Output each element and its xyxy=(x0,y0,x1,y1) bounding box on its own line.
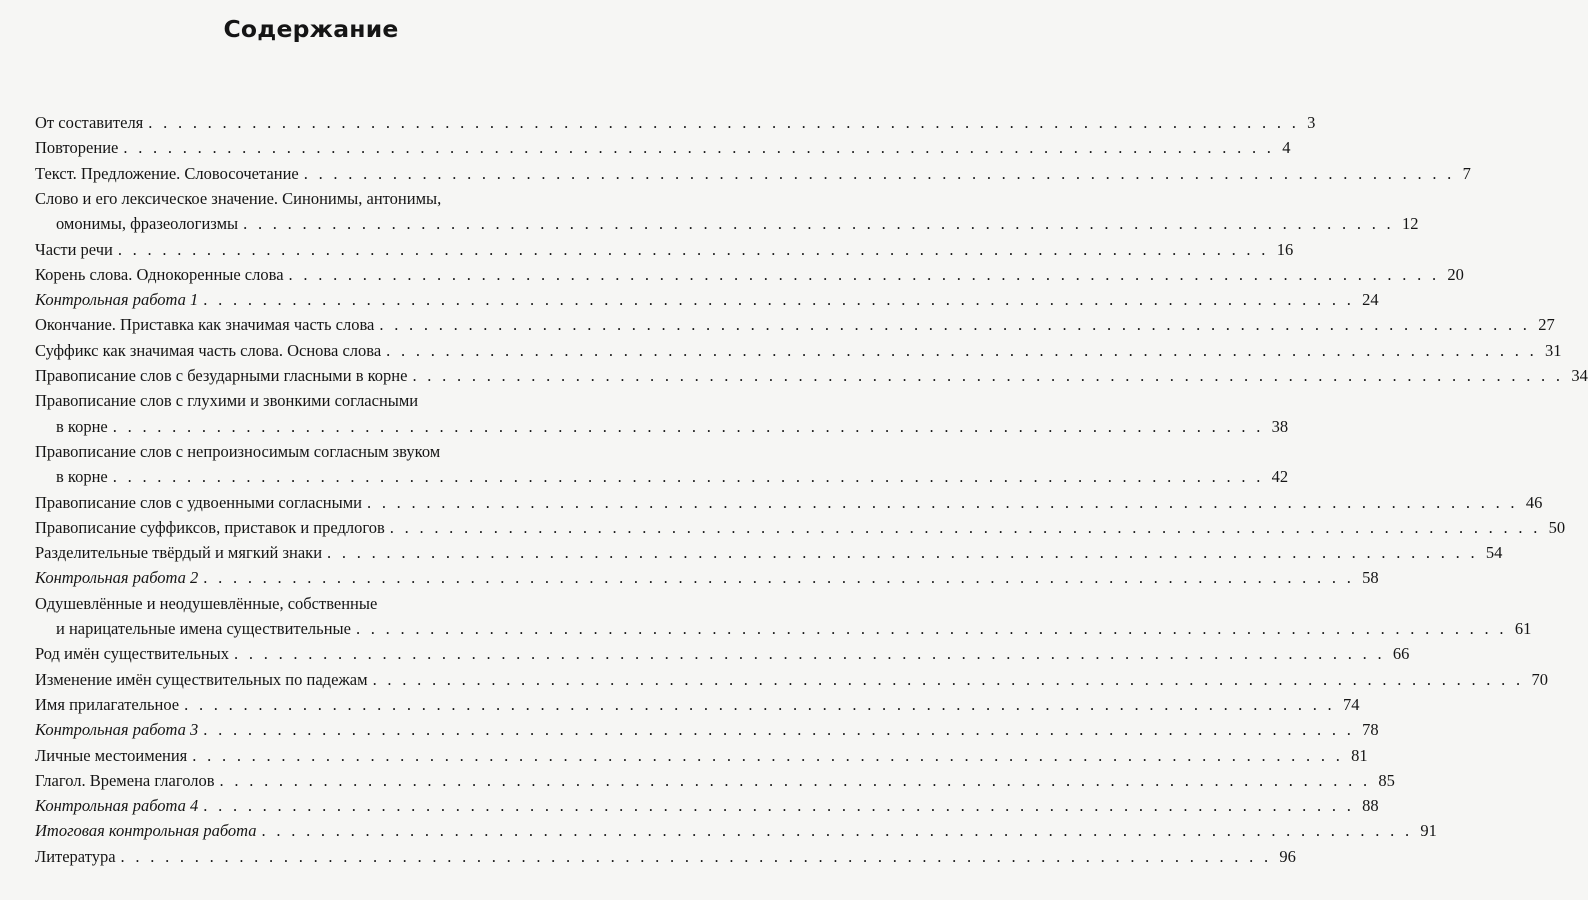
dot-leader: . . . . . . . . . . . . . . . . . . . . . . . . . . . . . . . . . . . . . . . . . . . . . . . . . . . . . . . . . . . . . . . . . . . . . . . . . . . . . . xyxy=(219,770,1371,790)
toc-entry-text: Корень слова. Однокоренные слова xyxy=(35,264,284,284)
dot-leader: . . . . . . . . . . . . . . . . . . . . . . . . . . . . . . . . . . . . . . . . . . . . . . . . . . . . . . . . . . . . . . . . . . . . . . . . . . . . . . xyxy=(203,568,1355,588)
toc-page-number: 61 xyxy=(1514,619,1532,638)
toc-entry-text: Одушевлённые и неодушевлённые, собственные xyxy=(35,593,378,613)
toc-line xyxy=(35,821,1437,841)
toc-entry-text: Правописание слов с безударными гласными в корне xyxy=(35,366,408,385)
toc-line xyxy=(56,214,1419,234)
dot-leader: . . . . . . . . . . . . . . . . . . . . . . . . . . . . . . . . . . . . . . . . . . . . . . . . . . . . . . . . . . . . . . . . . . . . . . . . . . . . . . xyxy=(112,416,1264,436)
toc-entry-text: Имя прилагательное xyxy=(35,694,180,714)
toc-line xyxy=(35,264,1464,285)
toc-line xyxy=(35,340,1562,361)
toc-page-number: 42 xyxy=(1271,467,1289,487)
toc-entry-text: Контрольная работа 4 xyxy=(35,796,199,816)
toc-page-number: 24 xyxy=(1362,290,1379,310)
toc-page-number: 46 xyxy=(1525,492,1543,512)
dot-leader: . . . . . . . . . . . . . . . . . . . . . . . . . . . . . . . . . . . . . . . . . . . . . . . . . . . . . . . . . . . . . . . . . . . . . . . . . . . . . . xyxy=(123,138,1275,158)
toc-entry-text: Личные местоимения xyxy=(35,745,188,765)
toc-line xyxy=(35,315,1555,335)
toc-page-number: 4 xyxy=(1282,138,1291,158)
toc-entry-text: Текст. Предложение. Словосочетание xyxy=(35,163,299,183)
toc-page-number: 20 xyxy=(1447,264,1464,284)
toc-entry-text: Контрольная работа 3 xyxy=(35,720,199,740)
dot-leader: . . . . . . . . . . . . . . . . . . . . . . . . . . . . . . . . . . . . . . . . . . . . . . . . . . . . . . . . . . . . . . . . . . . . . . . . . . . . . . xyxy=(112,467,1264,487)
dot-leader: . . . . . . . . . . . . . . . . . . . . . . . . . . . . . . . . . . . . . . . . . . . . . . . . . . . . . . . . . . . . . . . . . . . . . . . . . . . . . . xyxy=(184,694,1335,714)
dot-leader: . . . . . . . . . . . . . . . . . . . . . . . . . . . . . . . . . . . . . . . . . . . . . . . . . . . . . . . . . . . . . . . . . . . . . . . . . . . . . . xyxy=(372,669,1524,689)
toc-entry-text: Литература xyxy=(35,846,116,866)
toc-entry-text: Род имён существительных xyxy=(35,644,230,664)
toc-line xyxy=(35,644,1410,664)
toc-page-number: 31 xyxy=(1545,340,1562,360)
toc-entry-text: Повторение xyxy=(35,138,119,158)
toc-line xyxy=(35,770,1395,791)
toc-line xyxy=(35,391,597,411)
toc-page-number: 12 xyxy=(1401,214,1419,234)
toc-line xyxy=(35,720,1379,740)
toc-line xyxy=(35,442,597,462)
toc-entry-text: омонимы, фразеологизмы xyxy=(56,214,239,234)
toc-entry-text: Глагол. Времена глаголов xyxy=(35,770,215,790)
toc-page-number: 96 xyxy=(1279,846,1296,866)
toc-page-number: 38 xyxy=(1271,416,1289,436)
dot-leader: . . . . . . . . . . . . . . . . . . . . . . . . . . . . . . . . . . . . . . . . . . . . . . . . . . . . . . . . . . . . . . . . . . . . . . . . . . . . . . xyxy=(120,846,1272,866)
toc-page-number: 34 xyxy=(1571,366,1588,385)
toc-entry-text: От составителя xyxy=(35,113,144,132)
toc-entry-text: Итоговая контрольная работа xyxy=(35,821,257,841)
toc-line xyxy=(56,416,1289,437)
toc-entry-text: Контрольная работа 1 xyxy=(35,290,199,310)
toc-line xyxy=(35,290,1379,310)
toc-entry-text: в корне xyxy=(56,416,108,436)
toc-entry-text: Контрольная работа 2 xyxy=(35,568,199,588)
toc-page-number: 3 xyxy=(1307,113,1316,132)
dot-leader: . . . . . . . . . . . . . . . . . . . . . . . . . . . . . . . . . . . . . . . . . . . . . . . . . . . . . . . . . . . . . . . . . . . . . . . . . . . . . . xyxy=(261,821,1413,841)
dot-leader: . . . . . . . . . . . . . . . . . . . . . . . . . . . . . . . . . . . . . . . . . . . . . . . . . . . . . . . . . . . . . . . . . . . . . . . . . . . . . . xyxy=(148,113,1300,132)
toc-entry-text: Слово и его лексическое значение. Синонимы, антонимы, xyxy=(35,188,442,208)
dot-leader: . . . . . . . . . . . . . . . . . . . . . . . . . . . . . . . . . . . . . . . . . . . . . . . . . . . . . . . . . . . . . . . . . . . . . . . . . . . . . . xyxy=(379,315,1531,335)
toc-entry-text: и нарицательные имена существительные xyxy=(56,619,351,638)
toc-line xyxy=(56,467,1289,487)
toc-line xyxy=(35,543,1503,563)
dot-leader: . . . . . . . . . . . . . . . . . . . . . . . . . . . . . . . . . . . . . . . . . . . . . . . . . . . . . . . . . . . . . . . . . . . . . . . . . . . . . . xyxy=(117,239,1269,259)
toc-line xyxy=(35,669,1548,690)
dot-leader: . . . . . . . . . . . . . . . . . . . . . . . . . . . . . . . . . . . . . . . . . . . . . . . . . . . . . . . . . . . . . . . . . . . . . . . . . . . . . . xyxy=(366,492,1518,512)
toc-page-number: 88 xyxy=(1362,796,1379,816)
toc-page-number: 58 xyxy=(1362,568,1379,588)
toc-line xyxy=(35,163,1471,184)
dot-leader: . . . . . . . . . . . . . . . . . . . . . . . . . . . . . . . . . . . . . . . . . . . . . . . . . . . . . . . . . . . . . . . . . . . . . . . . . . . . . . xyxy=(412,366,1564,385)
toc-line xyxy=(35,796,1379,816)
toc-line xyxy=(35,745,1368,766)
dot-leader: . . . . . . . . . . . . . . . . . . . . . . . . . . . . . . . . . . . . . . . . . . . . . . . . . . . . . . . . . . . . . . . . . . . . . . . . . . . . . . xyxy=(234,644,1385,664)
toc-page-number: 50 xyxy=(1548,517,1566,537)
toc-page-number: 70 xyxy=(1531,669,1548,689)
dot-leader: . . . . . . . . . . . . . . . . . . . . . . . . . . . . . . . . . . . . . . . . . . . . . . . . . . . . . . . . . . . . . . . . . . . . . . . . . . . . . . xyxy=(203,290,1355,310)
dot-leader: . . . . . . . . . . . . . . . . . . . . . . . . . . . . . . . . . . . . . . . . . . . . . . . . . . . . . . . . . . . . . . . . . . . . . . . . . . . . . . xyxy=(355,619,1507,638)
toc-line xyxy=(35,239,1294,260)
dot-leader: . . . . . . . . . . . . . . . . . . . . . . . . . . . . . . . . . . . . . . . . . . . . . . . . . . . . . . . . . . . . . . . . . . . . . . . . . . . . . . xyxy=(303,163,1455,183)
dot-leader: . . . . . . . . . . . . . . . . . . . . . . . . . . . . . . . . . . . . . . . . . . . . . . . . . . . . . . . . . . . . . . . . . . . . . . . . . . . . . . xyxy=(203,796,1355,816)
toc-page-number: 74 xyxy=(1342,694,1360,714)
toc-line xyxy=(35,138,1291,158)
toc-page-number: 81 xyxy=(1351,745,1368,765)
toc-line xyxy=(35,846,1296,867)
toc-entry-text: в корне xyxy=(56,467,108,487)
toc-page-number: 54 xyxy=(1485,543,1503,563)
dot-leader: . . . . . . . . . . . . . . . . . . . . . . . . . . . . . . . . . . . . . . . . . . . . . . . . . . . . . . . . . . . . . . . . . . . . . . . . . . . . . . xyxy=(192,745,1344,765)
toc-line xyxy=(56,619,1532,639)
dot-leader: . . . . . . . . . . . . . . . . . . . . . . . . . . . . . . . . . . . . . . . . . . . . . . . . . . . . . . . . . . . . . . . . . . . . . . . . . . . . . . xyxy=(327,543,1478,563)
page-title: Содержание xyxy=(223,15,399,43)
toc-page-number: 66 xyxy=(1392,644,1410,664)
toc-entry-text: Части речи xyxy=(35,239,113,259)
toc-line xyxy=(35,568,1379,588)
toc-line xyxy=(35,594,597,614)
toc-page-number: 85 xyxy=(1378,770,1395,790)
toc-line xyxy=(35,189,597,209)
toc-page-number: 91 xyxy=(1420,821,1437,841)
toc-entry-text: Суффикс как значимая часть слова. Основа слова xyxy=(35,340,382,360)
toc-entry-text: Изменение имён существительных по падежам xyxy=(35,669,368,689)
toc-entry-text: Правописание слов с глухими и звонкими согласными xyxy=(35,391,419,411)
toc-entry-text: Окончание. Приставка как значимая часть слова xyxy=(35,315,375,335)
toc-entry-text: Правописание суффиксов, приставок и предлогов xyxy=(35,517,385,537)
toc-line xyxy=(35,517,1566,538)
toc-entry-text: Правописание слов с удвоенными согласными xyxy=(35,492,362,512)
toc-line xyxy=(35,694,1360,715)
dot-leader: . . . . . . . . . . . . . . . . . . . . . . . . . . . . . . . . . . . . . . . . . . . . . . . . . . . . . . . . . . . . . . . . . . . . . . . . . . . . . . xyxy=(203,720,1355,740)
dot-leader: . . . . . . . . . . . . . . . . . . . . . . . . . . . . . . . . . . . . . . . . . . . . . . . . . . . . . . . . . . . . . . . . . . . . . . . . . . . . . . xyxy=(288,264,1440,284)
toc-entry-text: Разделительные твёрдый и мягкий знаки xyxy=(35,543,323,563)
toc-entry-text: Правописание слов с непроизносимым согласным звуком xyxy=(35,441,441,461)
toc-line xyxy=(35,492,1543,513)
toc-page-number: 7 xyxy=(1462,163,1471,183)
toc-page-number: 27 xyxy=(1538,315,1555,335)
toc-line xyxy=(35,113,1316,133)
dot-leader: . . . . . . . . . . . . . . . . . . . . . . . . . . . . . . . . . . . . . . . . . . . . . . . . . . . . . . . . . . . . . . . . . . . . . . . . . . . . . . xyxy=(243,214,1394,234)
toc-page-number: 16 xyxy=(1276,239,1294,259)
dot-leader: . . . . . . . . . . . . . . . . . . . . . . . . . . . . . . . . . . . . . . . . . . . . . . . . . . . . . . . . . . . . . . . . . . . . . . . . . . . . . . xyxy=(386,340,1538,360)
toc-page-number: 78 xyxy=(1362,720,1379,740)
toc-line xyxy=(35,366,1588,386)
dot-leader: . . . . . . . . . . . . . . . . . . . . . . . . . . . . . . . . . . . . . . . . . . . . . . . . . . . . . . . . . . . . . . . . . . . . . . . . . . . . . . xyxy=(389,517,1541,537)
